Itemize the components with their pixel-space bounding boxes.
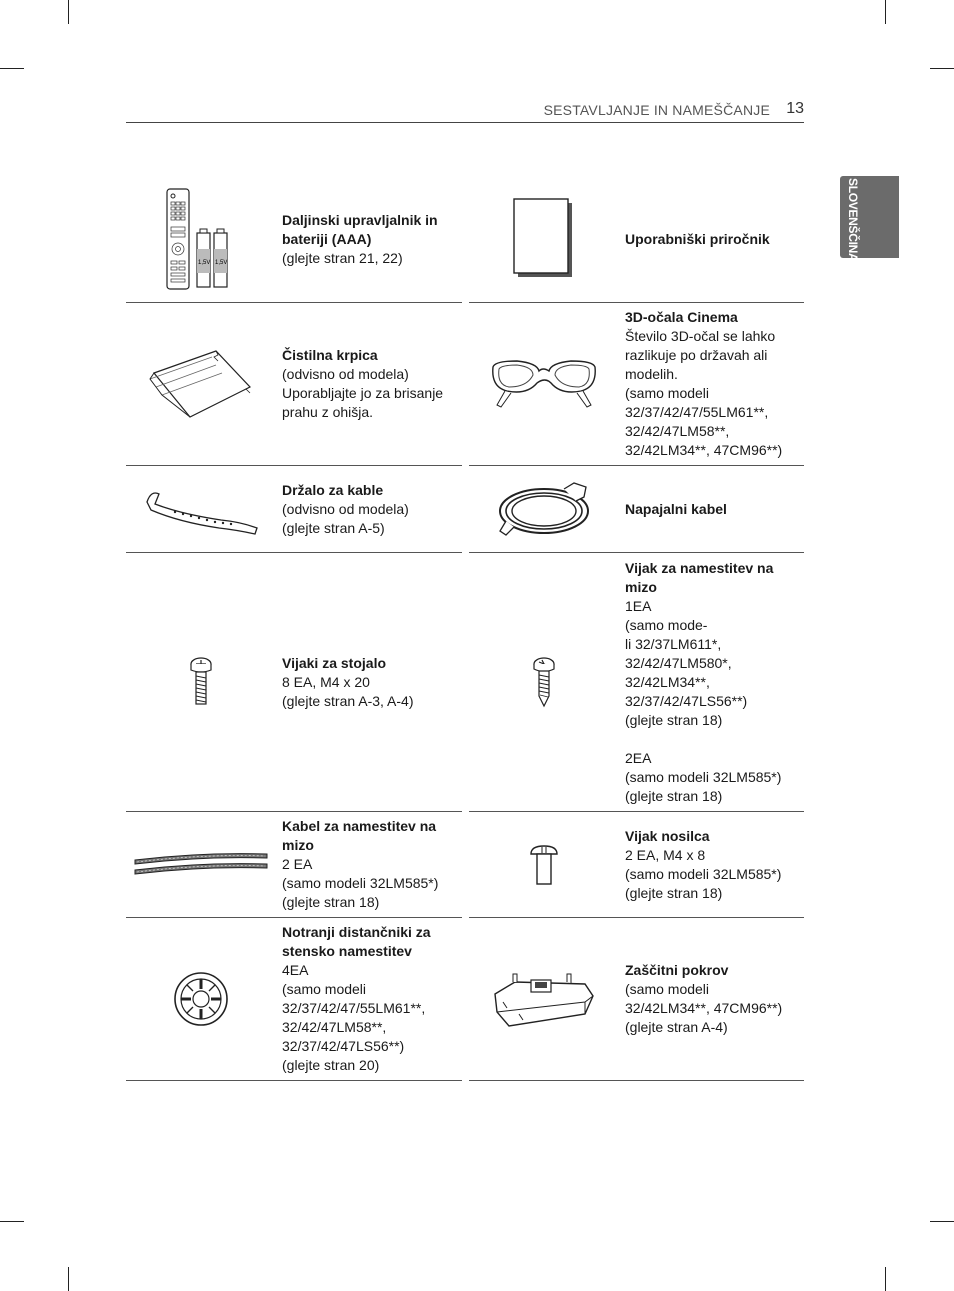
cable-holder-icon (126, 466, 276, 552)
desk-cable-icon (126, 812, 276, 917)
svg-text:1,5V: 1,5V (198, 260, 211, 266)
item-title: Napajalni kabel (625, 500, 727, 517)
crop-mark (885, 0, 886, 24)
language-tab (840, 176, 899, 262)
item-title: Kabel za namestitev na mizo (282, 818, 437, 853)
item-title: Notranji distančniki za stensko namestitev (282, 924, 431, 959)
item-cleaning-cloth (126, 303, 462, 466)
bracket-screw-icon (469, 812, 619, 917)
item-bracket-screw (469, 812, 804, 918)
item-description: 8 EA, M4 x 20 (glejte stran A-3, A-4) (282, 673, 414, 709)
crop-mark (885, 1267, 886, 1291)
item-title: Čistilna krpica (282, 347, 378, 363)
item-title: 3D-očala Cinema (625, 309, 738, 325)
item-title: Daljinski upravljalnik in bateriji (AAA) (282, 211, 438, 247)
desk-screw-icon (469, 553, 619, 811)
language-tab-label: SLOVENŠČINA (846, 178, 860, 262)
page-header (126, 100, 804, 123)
item-description: Število 3D-očal se lahko razlikuje po državah ali modelih. (samo modeli 32/37/42/47/55LM61**, 32/42/47LM58**, 32/42LM34**, 47CM96**) (625, 328, 783, 458)
cleaning-cloth-icon (126, 303, 276, 465)
item-manual (469, 176, 804, 303)
crop-mark (930, 1221, 954, 1222)
page-number: 13 (786, 100, 804, 117)
item-wall-spacers (126, 918, 462, 1081)
remote-and-batteries-icon (126, 176, 276, 302)
item-title: Uporabniški priročnik (625, 230, 770, 247)
item-3d-glasses (469, 303, 804, 466)
item-stand-screws (126, 553, 462, 812)
item-description: (samo modeli 32/42LM34**, 47CM96**) (glejte stran A-4) (625, 981, 783, 1035)
section-title: SESTAVLJANJE IN NAMEŠČANJE (543, 102, 770, 118)
3d-glasses-icon (469, 303, 619, 465)
item-cable-holder (126, 466, 462, 553)
item-title: Zaščitni pokrov (625, 962, 729, 978)
crop-mark (68, 1267, 69, 1291)
item-title: Vijak nosilca (625, 827, 710, 844)
svg-text:1,5V: 1,5V (215, 260, 228, 266)
item-power-cord (469, 466, 804, 553)
crop-mark (68, 0, 69, 24)
item-title: Vijak za namestitev na mizo (625, 559, 774, 595)
power-cord-icon (469, 466, 619, 552)
crop-mark (0, 1221, 24, 1222)
manual-icon (469, 176, 619, 302)
item-desk-cable (126, 812, 462, 918)
item-description: (odvisno od modela) (glejte stran A-5) (282, 500, 409, 536)
protective-cover-icon (469, 918, 619, 1080)
crop-mark (930, 68, 954, 69)
item-description: (glejte stran 21, 22) (282, 249, 403, 266)
item-protective-cover (469, 918, 804, 1081)
item-description: 4EA (samo modeli 32/37/42/47/55LM61**, 32/42/47LM58**, 32/37/42/47LS56**) (glejte stran 20) (282, 962, 426, 1073)
wall-spacer-icon (126, 918, 276, 1080)
crop-mark (0, 68, 24, 69)
item-description: 2 EA (samo modeli 32LM585*) (glejte stran 18) (282, 856, 439, 910)
item-desk-screw (469, 553, 804, 812)
item-description: (odvisno od modela) Uporabljajte jo za brisanje prahu z ohišja. (282, 366, 444, 420)
item-description: 2 EA, M4 x 8 (samo modeli 32LM585*) (glejte stran 18) (625, 846, 782, 901)
item-title: Držalo za kable (282, 481, 384, 498)
stand-screw-icon (126, 553, 276, 811)
item-remote (126, 176, 462, 303)
item-description: 1EA (samo mode- li 32/37LM611*, 32/42/47LM580*, 32/42LM34**, 32/37/42/47LS56**) (glejte stran 18) 2EA (samo modeli 32LM585*) (glejte stran 18) (625, 597, 782, 804)
item-title: Vijaki za stojalo (282, 654, 387, 671)
